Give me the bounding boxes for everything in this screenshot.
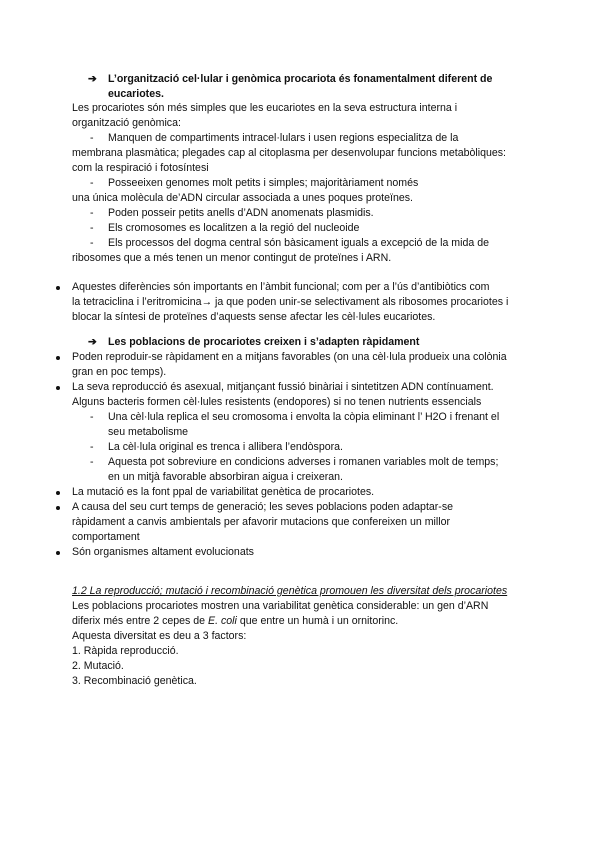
- sub-list-item-cont: en un mitjà favorable absorbiran aigua i creixeran.: [108, 471, 343, 483]
- bullet-item-cont: la tetraciclina i l’eritromicina→ ja que poden unir-se selectivament als ribosomes procariotes i: [72, 296, 509, 308]
- bullet-item-cont: Alguns bacteris formen cèl·lules resistents (endopores) si no tenen nutrients essencials: [72, 396, 482, 408]
- paragraph: Les poblacions procariotes mostren una variabilitat genètica considerable: un gen d’ARN: [72, 600, 489, 612]
- paragraph: [72, 614, 398, 629]
- bullet-dot: [56, 506, 60, 510]
- numbered-item: 3. Recombinació genètica.: [72, 675, 197, 687]
- paragraph: Aquesta diversitat es deu a 3 factors:: [72, 630, 247, 642]
- paragraph: Les procariotes són més simples que les eucariotes en la seva estructura interna i: [72, 102, 458, 114]
- dash-bullet: -: [90, 237, 94, 249]
- dash-bullet: -: [90, 222, 94, 234]
- list-item: Els cromosomes es localitzen a la regió del nucleoide: [108, 222, 360, 234]
- section-heading: Les poblacions de procariotes creixen i s’adapten ràpidament: [108, 336, 420, 348]
- section-heading: L’organització cel·lular i genòmica procariota és fonamentalment diferent de: [108, 73, 493, 85]
- dash-bullet: -: [90, 132, 94, 144]
- sub-list-item-cont: seu metabolisme: [108, 426, 189, 438]
- bullet-item: A causa del seu curt temps de generació; les seves poblacions poden adaptar-se: [72, 501, 454, 513]
- bullet-item: Poden reproduir-se ràpidament en a mitjans favorables (on una cèl·lula produeix una colònia: [72, 351, 507, 363]
- arrow-bullet-icon: ➔: [88, 336, 97, 348]
- dash-bullet: -: [90, 207, 94, 219]
- species-name: E. coli: [208, 615, 237, 627]
- bullet-item: Aquestes diferències són importants en l’àmbit funcional; com per a l’ús d’antibiòtics com: [72, 281, 490, 293]
- list-item-cont: com la respiració i fotosíntesi: [72, 162, 209, 174]
- bullet-item: La mutació es la font ppal de variabilitat genètica de procariotes.: [72, 486, 375, 498]
- dash-bullet: -: [90, 411, 94, 423]
- sub-list-item: Aquesta pot sobreviure en condicions adverses i romanen variables molt de temps;: [108, 456, 499, 468]
- section-heading-cont: eucariotes.: [108, 88, 164, 100]
- list-item: Posseeixen genomes molt petits i simples; majoritàriament només: [108, 177, 419, 189]
- list-item-cont: ribosomes que a més tenen un menor contingut de proteïnes i ARN.: [72, 252, 392, 264]
- dash-bullet: -: [90, 177, 94, 189]
- bullet-item-cont: blocar la síntesi de proteïnes d’aquests sense afectar les cèl·lules eucariotes.: [72, 311, 436, 323]
- numbered-item: 1. Ràpida reproducció.: [72, 645, 179, 657]
- bullet-item-cont: gran en poc temps).: [72, 366, 167, 378]
- paragraph-text: diferix més entre 2 cepes de: [72, 615, 209, 627]
- subsection-title: 1.2 La reproducció; mutació i recombinació genètica promouen les diversitat dels procariotes: [72, 585, 508, 597]
- bullet-dot: [56, 286, 60, 290]
- bullet-dot: [56, 386, 60, 390]
- paragraph: organització genòmica:: [72, 117, 181, 129]
- paragraph-text: que entre un humà i un ornitorinc.: [236, 615, 399, 627]
- list-item: Poden posseir petits anells d’ADN anomenats plasmidis.: [108, 207, 374, 219]
- bullet-item: La seva reproducció és asexual, mitjançant fussió binàriai i sintetitzen ADN contínuament.: [72, 381, 494, 393]
- bullet-item-cont: ràpidament a canvis ambientals per afavorir mutacions que confereixen un millor: [72, 516, 451, 528]
- arrow-bullet-icon: ➔: [88, 73, 97, 85]
- list-item: Els processos del dogma central són bàsicament iguals a excepció de la mida de: [108, 237, 489, 249]
- bullet-dot: [56, 551, 60, 555]
- list-item-cont: membrana plasmàtica; plegades cap al citoplasma per desenvolupar funcions metabòliques:: [72, 147, 507, 159]
- bullet-item: Són organismes altament evolucionats: [72, 546, 254, 558]
- sub-list-item: La cèl·lula original es trenca i allibera l’endòspora.: [108, 441, 343, 453]
- numbered-item: 2. Mutació.: [72, 660, 124, 672]
- dash-bullet: -: [90, 441, 94, 453]
- bullet-dot: [56, 356, 60, 360]
- list-item-cont: una única molècula de’ADN circular associada a unes poques proteïnes.: [72, 192, 413, 204]
- bullet-item-cont: comportament: [72, 531, 140, 543]
- list-item: Manquen de compartiments intracel·lulars i usen regions especialitza de la: [108, 132, 459, 144]
- sub-list-item: Una cèl·lula replica el seu cromosoma i envolta la còpia eliminant l’ H2O i frenant el: [108, 411, 500, 423]
- dash-bullet: -: [90, 456, 94, 468]
- bullet-dot: [56, 491, 60, 495]
